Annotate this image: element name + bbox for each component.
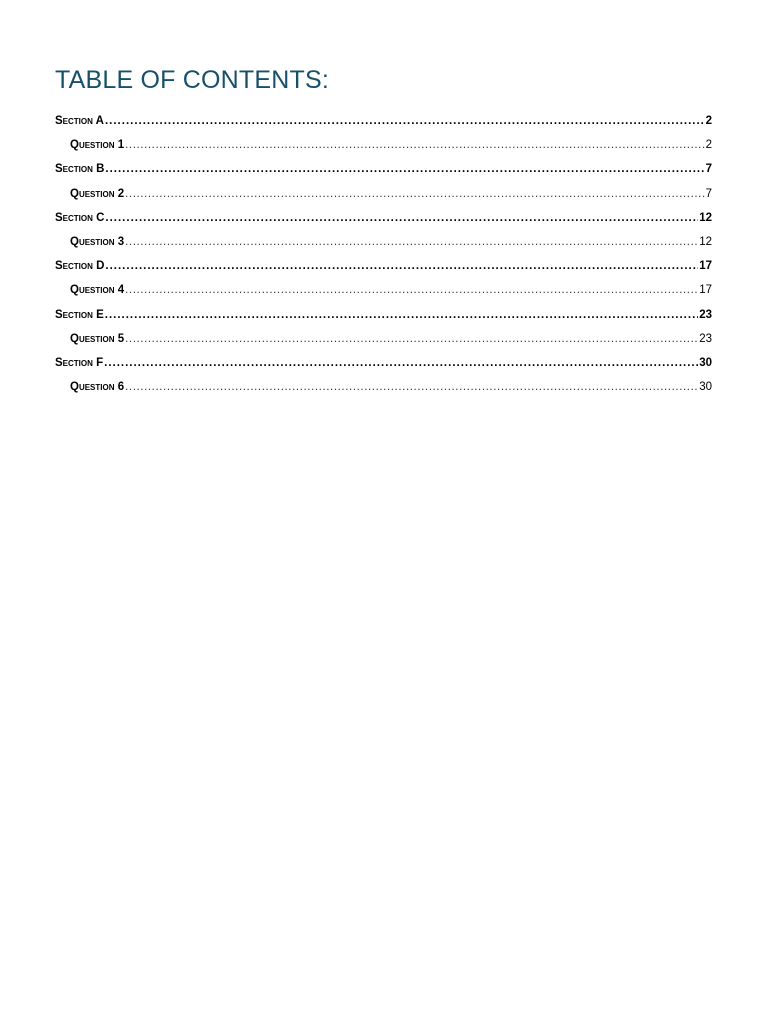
- toc-entry-question-5[interactable]: [55, 327, 712, 351]
- toc-dot-leader: [125, 327, 698, 351]
- toc-entry-section-d[interactable]: [55, 254, 712, 278]
- toc-dot-leader: [105, 157, 704, 181]
- toc-entry-label: Question 3: [70, 235, 125, 248]
- toc-entry-label: Section C: [55, 211, 105, 224]
- toc-entry-page-number: 17: [699, 260, 712, 273]
- toc-dot-leader: [125, 278, 698, 302]
- toc-entry-question-2[interactable]: [55, 182, 712, 206]
- toc-entry-label: Section B: [55, 163, 105, 176]
- toc-dot-leader: [125, 133, 704, 157]
- toc-entry-page-number: 30: [699, 356, 712, 369]
- toc-entry-label: Question 1: [70, 139, 125, 152]
- toc-entry-page-number: 23: [699, 332, 712, 345]
- toc-entry-page-number: 2: [705, 115, 712, 127]
- toc-dot-leader: [104, 351, 698, 375]
- toc-entry-label: Question 6: [70, 381, 125, 394]
- toc-entry-label: Section E: [55, 308, 104, 321]
- toc-list: [55, 109, 712, 399]
- toc-entry-section-b[interactable]: [55, 157, 712, 181]
- toc-dot-leader: [105, 206, 698, 230]
- toc-entry-page-number: 7: [705, 163, 712, 176]
- toc-entry-page-number: 17: [699, 284, 712, 297]
- toc-entry-section-e[interactable]: [55, 303, 712, 327]
- toc-entry-label: Section F: [55, 356, 104, 369]
- toc-entry-label: Question 2: [70, 187, 125, 200]
- toc-dot-leader: [125, 230, 698, 254]
- toc-entry-page-number: 23: [699, 308, 712, 321]
- document-page: [55, 62, 712, 399]
- toc-dot-leader: [125, 375, 698, 399]
- toc-entry-label: Section A: [55, 115, 104, 127]
- toc-entry-page-number: 12: [699, 235, 712, 248]
- toc-dot-leader: [125, 182, 704, 206]
- toc-entry-section-f[interactable]: [55, 351, 712, 375]
- toc-entry-page-number: 12: [699, 211, 712, 224]
- toc-entry-label: Section D: [55, 260, 105, 273]
- toc-entry-question-6[interactable]: [55, 375, 712, 399]
- toc-dot-leader: [105, 254, 698, 278]
- toc-entry-page-number: 2: [705, 139, 712, 152]
- toc-entry-question-3[interactable]: [55, 230, 712, 254]
- toc-entry-label: Question 4: [70, 284, 125, 297]
- toc-entry-page-number: 30: [699, 381, 712, 394]
- toc-entry-question-1[interactable]: [55, 133, 712, 157]
- toc-entry-section-a[interactable]: [55, 109, 712, 133]
- toc-entry-page-number: 7: [705, 187, 712, 200]
- toc-dot-leader: [105, 303, 698, 327]
- toc-dot-leader: [105, 109, 705, 133]
- toc-title: TABLE OF CONTENTS:: [55, 66, 329, 94]
- toc-entry-label: Question 5: [70, 332, 125, 345]
- toc-entry-question-4[interactable]: [55, 278, 712, 302]
- toc-entry-section-c[interactable]: [55, 206, 712, 230]
